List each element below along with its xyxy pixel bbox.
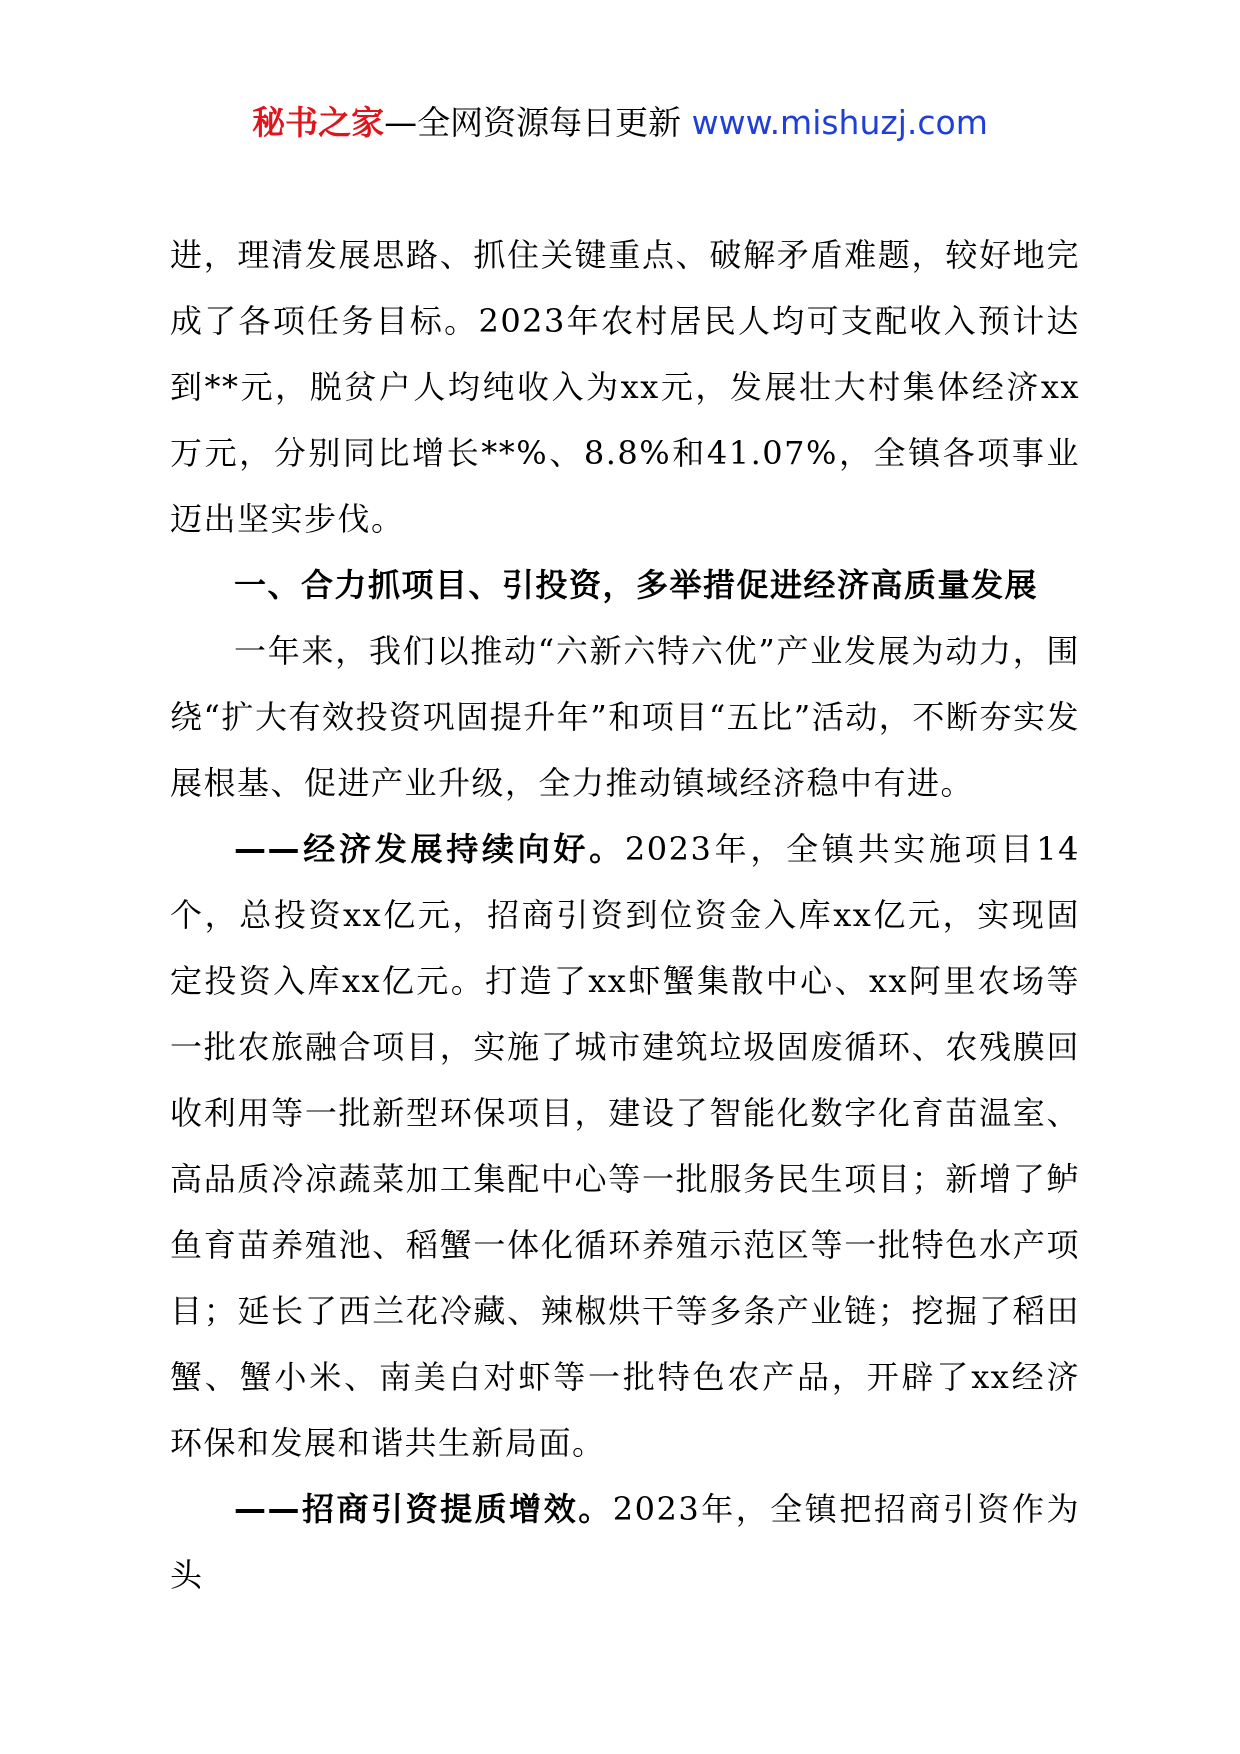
paragraph-text-economic: 2023年，全镇共实施项目14个，总投资xx亿元，招商引资到位资金入库xx亿元，实现固定投资入库xx亿元。打造了xx虾蟹集散中心、xx阿里农场等一批农旅融合项目，实施了城市建筑垃圾固废循环、农残膜回收利用等一批新型环保项目，建设了智能化数字化育苗温室、高品质冷凉蔬菜加工集配中心等一批服务民生项目；新增了鲈鱼育苗养殖池、稻蟹一体化循环养殖示范区等一批特色水产项目；延长了西兰花冷藏、辣椒烘干等多条产业链；挖掘了稻田蟹、蟹小米、南美白对虾等一批特色农产品，开辟了xx经济环保和发展和谐共生新局面。 [170, 830, 1080, 1462]
paragraph-intro-continued: 进，理清发展思路、抓住关键重点、破解矛盾难题，较好地完成了各项任务目标。2023年农村居民人均可支配收入预计达到**元，脱贫户人均纯收入为xx元，发展壮大村集体经济xx万元，分别同比增长**%、8.8%和41.07%，全镇各项事业迈出坚实步伐。 [170, 236, 1080, 538]
paragraph-lead-economic: ——经济发展持续向好。 [234, 830, 625, 868]
paragraph-lead-investment: ——招商引资提质增效。 [234, 1490, 613, 1528]
paragraph-investment [170, 1476, 1080, 1608]
header-tagline: —全网资源每日更新 [384, 103, 682, 142]
header-site-url: www.mishuzj.com [691, 103, 988, 142]
paragraph-text-investment: 2023年，全镇把招商引资作为头 [170, 1490, 1080, 1594]
header-brand: 秘书之家 [252, 103, 385, 142]
page-header [0, 100, 1240, 146]
paragraph-economic-development [170, 816, 1080, 1476]
paragraph-section1-intro: 一年来，我们以推动“六新六特六优”产业发展为动力，围绕“扩大有效投资巩固提升年”和项目“五比”活动，不断夯实发展根基、促进产业升级，全力推动镇域经济稳中有进。 [170, 632, 1080, 802]
document-body [170, 222, 1080, 1608]
section-heading-1: 一、合力抓项目、引投资，多举措促进经济高质量发展 [234, 566, 1039, 604]
